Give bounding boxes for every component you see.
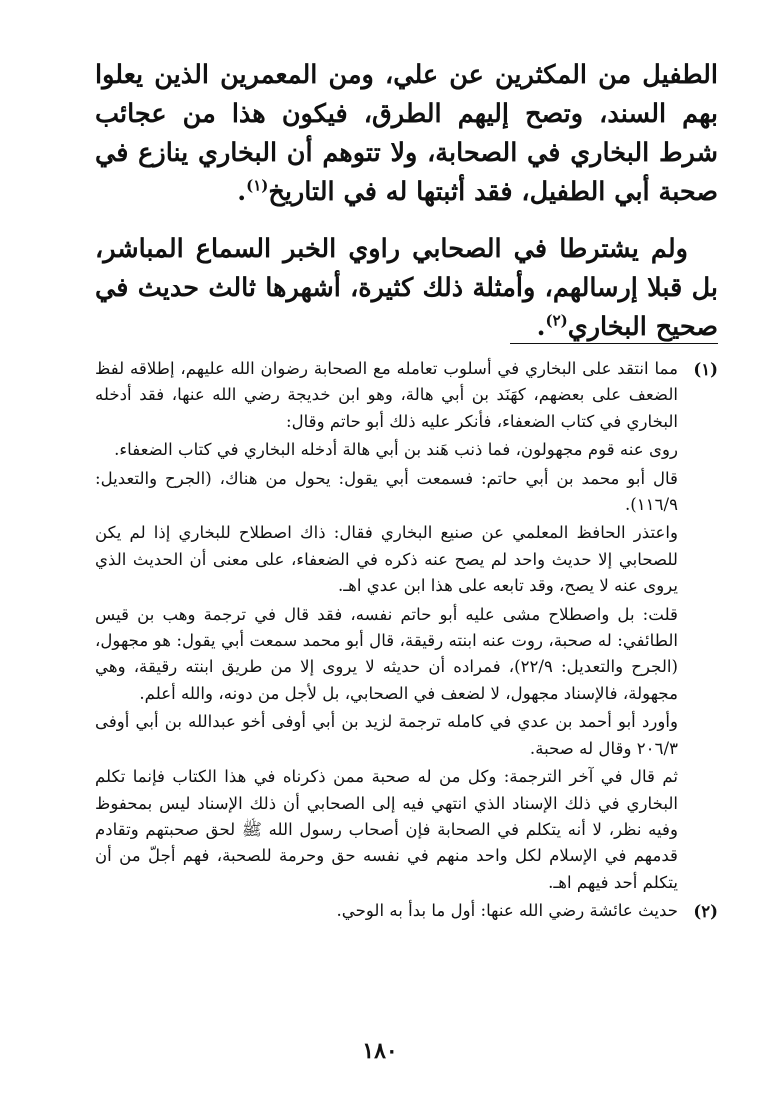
footnote-separator bbox=[510, 343, 718, 344]
footnote-paragraph: ثم قال في آخر الترجمة: وكل من له صحبة ممن ذكرناه في هذا الكتاب فإنما تكلم البخاري في ذلك الإسناد الذي انتهي فيه إلى الصحابي أن ذلك الإسناد ليس بمحفوظ وفيه نظر، لا أنه يتكلم في الصحابة فإن أصحاب رسول الله ﷺ لحق صحبتهم وتقادم قدمهم في الإسلام لكل واحد منهم في نفسه حق وحرمة للصحبة، فهم أجلّ من أن يتكلم أحد فيهم اهـ. bbox=[95, 767, 678, 892]
footnote-ref-2[interactable]: (٢) bbox=[545, 311, 568, 330]
footnote-paragraph: قلت: بل واصطلاح مشى عليه أبو حاتم نفسه، فقد قال في ترجمة وهب بن قيس الطائفي: له صحبة، روت عنه ابنته رقيقة، قال أبو محمد سمعت أبي يقول: هو مجهول، (الجرح والتعديل: ٢٢/٩)، فمراده أن حديثه لا يروى إلا من طريق ابنته رقيقة، وهي مجهولة، فالإسناد مجهول، لا لضعف في الصحابي، بل لأجل من دونه، والله أعلم. bbox=[95, 604, 678, 703]
page-number: ١٨٠ bbox=[362, 1038, 398, 1064]
footnote-number: (٢) bbox=[693, 901, 718, 922]
footnote-paragraph: وأورد أبو أحمد بن عدي في كامله ترجمة لزيد بن أبي أوفى أخو عبدالله بن أبي أوفى ٢٠٦/٣ وقال له صحبة. bbox=[95, 712, 678, 758]
paragraph-2 bbox=[95, 230, 718, 347]
main-line: التاريخ bbox=[268, 177, 335, 207]
main-line: البخاري bbox=[567, 312, 647, 342]
main-line: ولا تتوهم أن البخاري ينازع في صحبة أبي الطفيل، فقد أثبتها له في bbox=[95, 138, 718, 207]
footnote-2 bbox=[95, 898, 718, 924]
footnotes bbox=[95, 356, 718, 927]
main-line: إرسالهم، وأمثلة ذلك كثيرة، أشهرها ثالث حديث في صحيح bbox=[95, 273, 718, 342]
footnote-1 bbox=[95, 356, 718, 896]
footnote-paragraph: واعتذر الحافظ المعلمي عن صنيع البخاري فقال: ذاك اصطلاح للبخاري إذا لم يكن للصحابي إلا حديث واحد لم يصح عنه ذكره في الضعفاء، على معنى أن الحديث الذي يروى عنه لا يصح، وقد تابعه على هذا ابن عدي اهـ. bbox=[95, 523, 678, 596]
footnote-ref-1[interactable]: (١) bbox=[246, 176, 269, 195]
footnote-paragraph: قال أبو محمد بن أبي حاتم: فسمعت أبي يقول: يحول من هناك، (الجرح والتعديل: ١١٦/٩). bbox=[95, 468, 678, 515]
main-punct: . bbox=[237, 177, 247, 207]
footnote-paragraph: مما انتقد على البخاري في أسلوب تعامله مع الصحابة رضوان الله عليهم، إطلاقه لفظ الضعف على بعضهم، كهَنَد بن أبي هالة، وهو ابن خديجة رضي الله عنها، فقد أدخله البخاري في كتاب الضعفاء، فأنكر عليه ذلك أبو حاتم وقال: bbox=[95, 359, 678, 431]
footnote-number: (١) bbox=[693, 359, 718, 379]
main-punct: . bbox=[536, 312, 546, 342]
main-line: وتصح إليهم الطرق، فيكون هذا من عجائب شرط البخاري في الصحابة، bbox=[95, 99, 718, 168]
paragraph-1 bbox=[95, 56, 718, 212]
main-line: الطفيل من المكثرين عن علي، ومن المعمرين الذين يعلوا بهم السند، bbox=[95, 60, 718, 129]
footnote-paragraph: حديث عائشة رضي الله عنها: أول ما بدأ به الوحي. bbox=[336, 901, 678, 921]
main-text bbox=[95, 56, 718, 347]
main-line: ولم يشترطا في الصحابي راوي الخبر السماع المباشر، بل قبلا bbox=[95, 234, 718, 303]
footnote-paragraph: روى عنه قوم مجهولون، فما ذنب هَند بن أبي هالة أدخله البخاري في كتاب الضعفاء. bbox=[114, 440, 678, 460]
